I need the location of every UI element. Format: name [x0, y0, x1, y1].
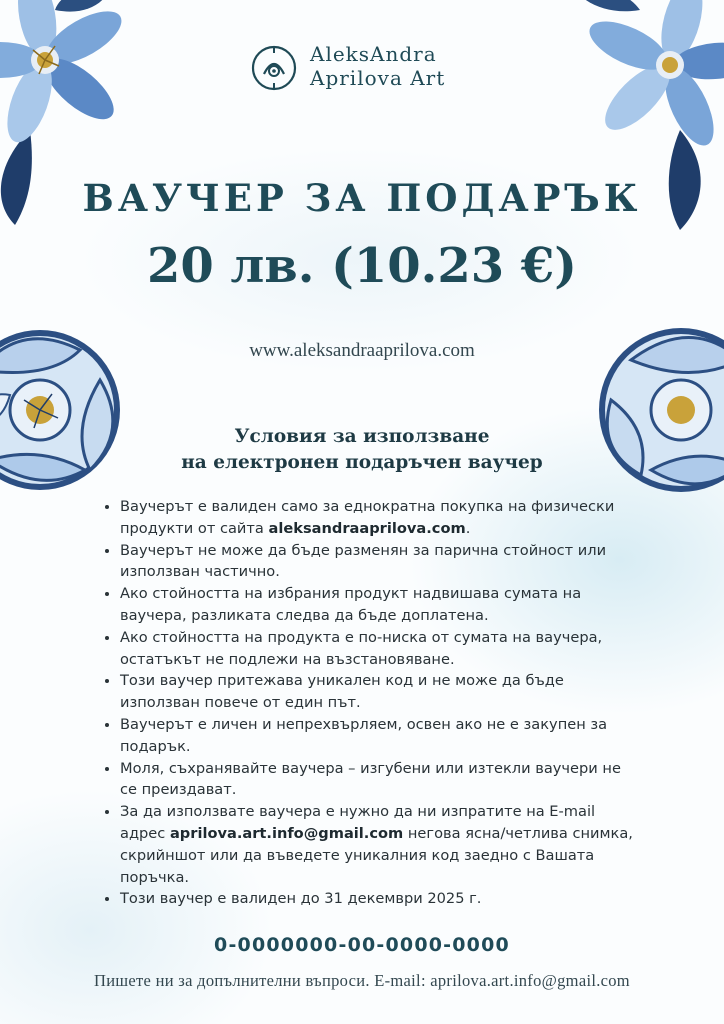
list-item	[120, 583, 640, 627]
voucher-title: ВАУЧЕР ЗА ПОДАРЪК	[82, 176, 642, 220]
list-item-text: Ако стойността на продукта е по-ниска от сумата на ваучера, остатъкът не подлежи на възстановяване.	[120, 628, 603, 668]
conditions-list	[100, 496, 640, 910]
list-item	[120, 888, 640, 910]
brand-name-line2: Aprilova Art	[310, 66, 446, 90]
conditions-title	[0, 424, 724, 476]
voucher-amount: 20 лв. (10.23 €)	[147, 238, 577, 294]
footer-contact: Пишете ни за допълнителни въпроси. E-mail: aprilova.art.info@gmail.com	[94, 971, 630, 990]
website-link[interactable]: www.aleksandraaprilova.com	[249, 340, 475, 361]
list-item-text: Моля, съхранявайте ваучера – изгубени или изтекли ваучери не се преиздават.	[120, 759, 621, 799]
list-item	[120, 758, 640, 802]
list-item	[120, 627, 640, 671]
list-item	[120, 496, 640, 540]
list-item-text: Ваучерът е личен и непрехвърляем, освен ако не е закупен за подарък.	[120, 715, 608, 755]
list-item	[120, 540, 640, 584]
list-item-text: Този ваучер е валиден до 31 декември 2025 г.	[120, 890, 482, 908]
voucher-code: 0-0000000-00-0000-0000	[214, 934, 510, 956]
list-item-bold: aleksandraaprilova.com	[268, 519, 466, 537]
list-item-text: Този ваучер притежава уникален код и не може да бъде използван повече от един път.	[120, 672, 564, 712]
list-item	[120, 714, 640, 758]
list-item	[120, 670, 640, 714]
list-item	[120, 801, 640, 888]
list-item-text: За да използвате ваучера е нужно да ни изпратите на E-mail адрес	[120, 803, 596, 842]
brand-name-line1: AleksAndra	[310, 42, 437, 66]
list-item-text: Ваучерът е валиден само за еднократна покупка на физически продукти от сайта	[120, 498, 615, 537]
email-link[interactable]: aprilova.art.info@gmail.com	[169, 824, 404, 842]
list-item-text-after: негова ясна/четлива снимка, скрийншот или да въведете уникалния код заедно с Вашата поръчка.	[120, 824, 633, 886]
conditions-title-line1: Условия за използване	[234, 426, 490, 447]
brand-name	[310, 42, 445, 90]
conditions-title-line2: на електронен подаръчен ваучер	[181, 452, 543, 473]
list-item-text: Ваучерът не може да бъде разменян за парична стойност или използван частично.	[120, 541, 607, 581]
list-item-text: Ако стойността на избрания продукт надвишава сумата на ваучера, разликата следва да бъде доплатена.	[120, 585, 582, 624]
brand-logo	[250, 42, 490, 98]
list-item-text-after: .	[465, 519, 471, 537]
brand-logo-icon	[250, 44, 298, 92]
